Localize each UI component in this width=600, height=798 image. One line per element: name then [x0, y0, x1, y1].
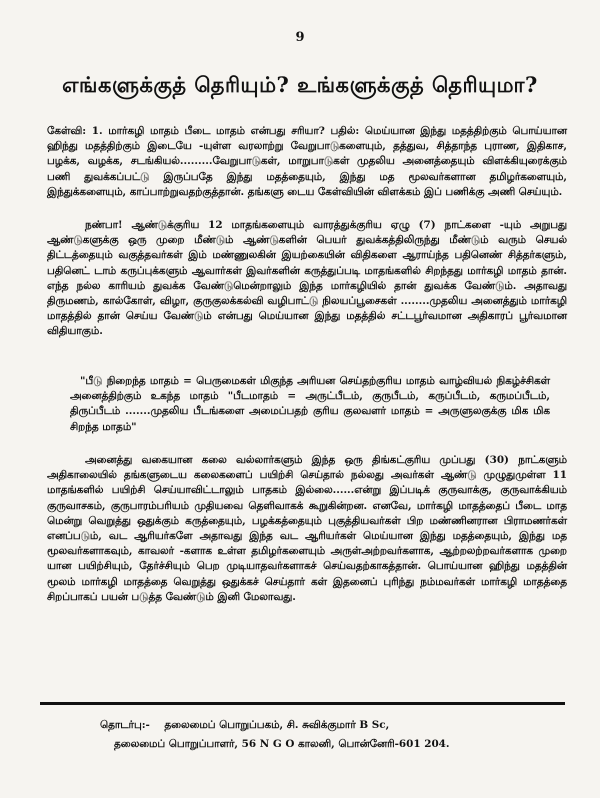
page-title: எங்களுக்குத் தெரியும்? உங்களுக்குத் தெரியுமா?	[62, 72, 538, 97]
quoted-passage: "பீடு நிறைந்த மாதம் = பெருமைகள் மிகுந்த அரியன செய்தற்குரிய மாதம் வாழ்வியல் நிகழ்ச்சிகள் அனைத்திற்கும் உகந்த மாதம் "பீடமாதம் = அருட்பீடம், குருபீடம், கருப்பீடம், கருமப்பீடம், திருப்பீடம் .......முதலிய பீடங்களை அமைப்பதற் குரிய குலவளர் மாதம் = அருளுலகுக்கு மிக மிக சிறந்த மாதம்"	[70, 375, 550, 433]
body-paragraph-2: அனைத்து வகையான கலை வல்லார்களும் இந்த ஒரு திங்கட்குரிய முப்பது (30) நாட்களும் அதிகாலையில் தங்களுடைய கலைகளைப் பயிற்சி செய்தால் நல்லது அவர்கள் ஆண்டு முழுதுமுள்ள 11 மாதங்களில் பயிற்சி செய்யாவிட்டாலும் பாதகம் இல்லை......என்று இப்படிக் குருவாக்கு, குருவாக்கியம் குருவாசகம், குருபாரம்பரியம் முதியவை தெளிவாகக் கூறுகின்றன. எனவே, மார்கழி மாதத்தைப் பீடை மாத மென்று வெறுத்து ஒதுக்கும் கருத்தையும், பழக்கத்தையும் புகுத்தியவர்கள் பிற மண்ணினரான பிராமணர்கள் எனப்படும், வட ஆரியர்களே அதாவது இந்த வட ஆரியர்கள் மெய்யான இந்து மதத்தையும், இந்து மத மூலவர்களாகவும், காவலர் -களாக உள்ள தமிழர்களையும் அருள்அற்றவர்களாக, ஆற்றலற்றவர்களாக முறை யான பயிற்சியும், தேர்ச்சியும் பெற முடியாதவர்களாகச் செய்வதற்காகத்தான். பொய்யான ஹிந்து மதத்தின் மூலம் மார்கழி மாதத்தை வெறுத்து ஒதுக்கச் செய்தார் கள் இதனைப் புரிந்து நம்மவர்கள் மார்கழி மாதத்தை சிறப்பாகப் பயன் படுத்த வேண்டும் இனி மேலாவது.	[47, 454, 567, 603]
contact-office: தலைமைப் பொறுப்பகம், சி. சுவிக்குமார் B Sc,	[164, 719, 390, 731]
contact-address: தலைமைப் பொறுப்பாளர், 56 N G O காலனி, பொன்னேரி-601 204.	[114, 738, 450, 750]
body-paragraph-1: நண்பா! ஆண்டுக்குரிய 12 மாதங்களையும் வாரத்துக்குரிய ஏழு (7) நாட்களை -யும் அறுபது ஆண்டுகளுக்கு ஒரு முறை மீண்டும் ஆண்டுகளின் பெயர் துவக்கத்திலிருந்து மீண்டும் வரும் செயல் திட்டத்தையும் வகுத்தவர்கள் இம் மண்ணுலகின் இயற்கையின் விதிகளை ஆராய்ந்த பதினெண் சித்தர்களும், பதினெட் டாம் கருப்புக்களும் ஆவார்கள் இவர்களின் கருத்துப்படி மாதங்களில் சிறந்தது மார்கழி மாதம் தான். எந்த நல்ல காரியம் துவக்க வேண்டுமென்றாலும் இந்த மார்கழியில் தான் துவக்க வேண்டும். அதாவது திருமணம், கால்கோள், விழா, குருகுலக்கல்வி வழிபாட்டு நிலயப்பூசைகள் ........முதலிய அனைத்தும் மார்கழி மாதத்தில் தான் செய்ய வேண்டும் என்பது மெய்யான இந்து மதத்தில் சட்டபூர்வமான அதிகாரப் பூர்வமான விதியாகும்.	[47, 219, 567, 338]
contact-label: தொடர்பு:-	[100, 719, 150, 731]
question-answer-paragraph: கேள்வி: 1. மார்கழி மாதம் பீடை மாதம் என்பது சரியா? பதில்: மெய்யான இந்து மதத்திற்கும் பொய்யான ஹிந்து மதத்திற்கும் இடையே -யுள்ள வரலாற்று வேறுபாடுகளையும், தத்துவ, சித்தாந்த புராண, இதிகாச, பழக்க, வழக்க, சடங்கியல்.........வேறுபாடுகள், மாறுபாடுகள் முதலிய அனைத்தையும் விளக்கியுரைக்கும் பணி துவக்கப்பட்டு இருப்பதே இந்து மதத்தையும், இந்து மத மூலவர்களான தமிழர்களையும், இந்துக்களையும், காப்பாற்றுவதற்குத்தான். தங்களு டைய கேள்வியின் விளக்கம் இப் பணிக்கு அணி செய்யும்.	[47, 125, 567, 198]
page-number: 9	[295, 30, 305, 45]
footer-divider	[40, 702, 565, 705]
contact-footer	[100, 716, 570, 754]
